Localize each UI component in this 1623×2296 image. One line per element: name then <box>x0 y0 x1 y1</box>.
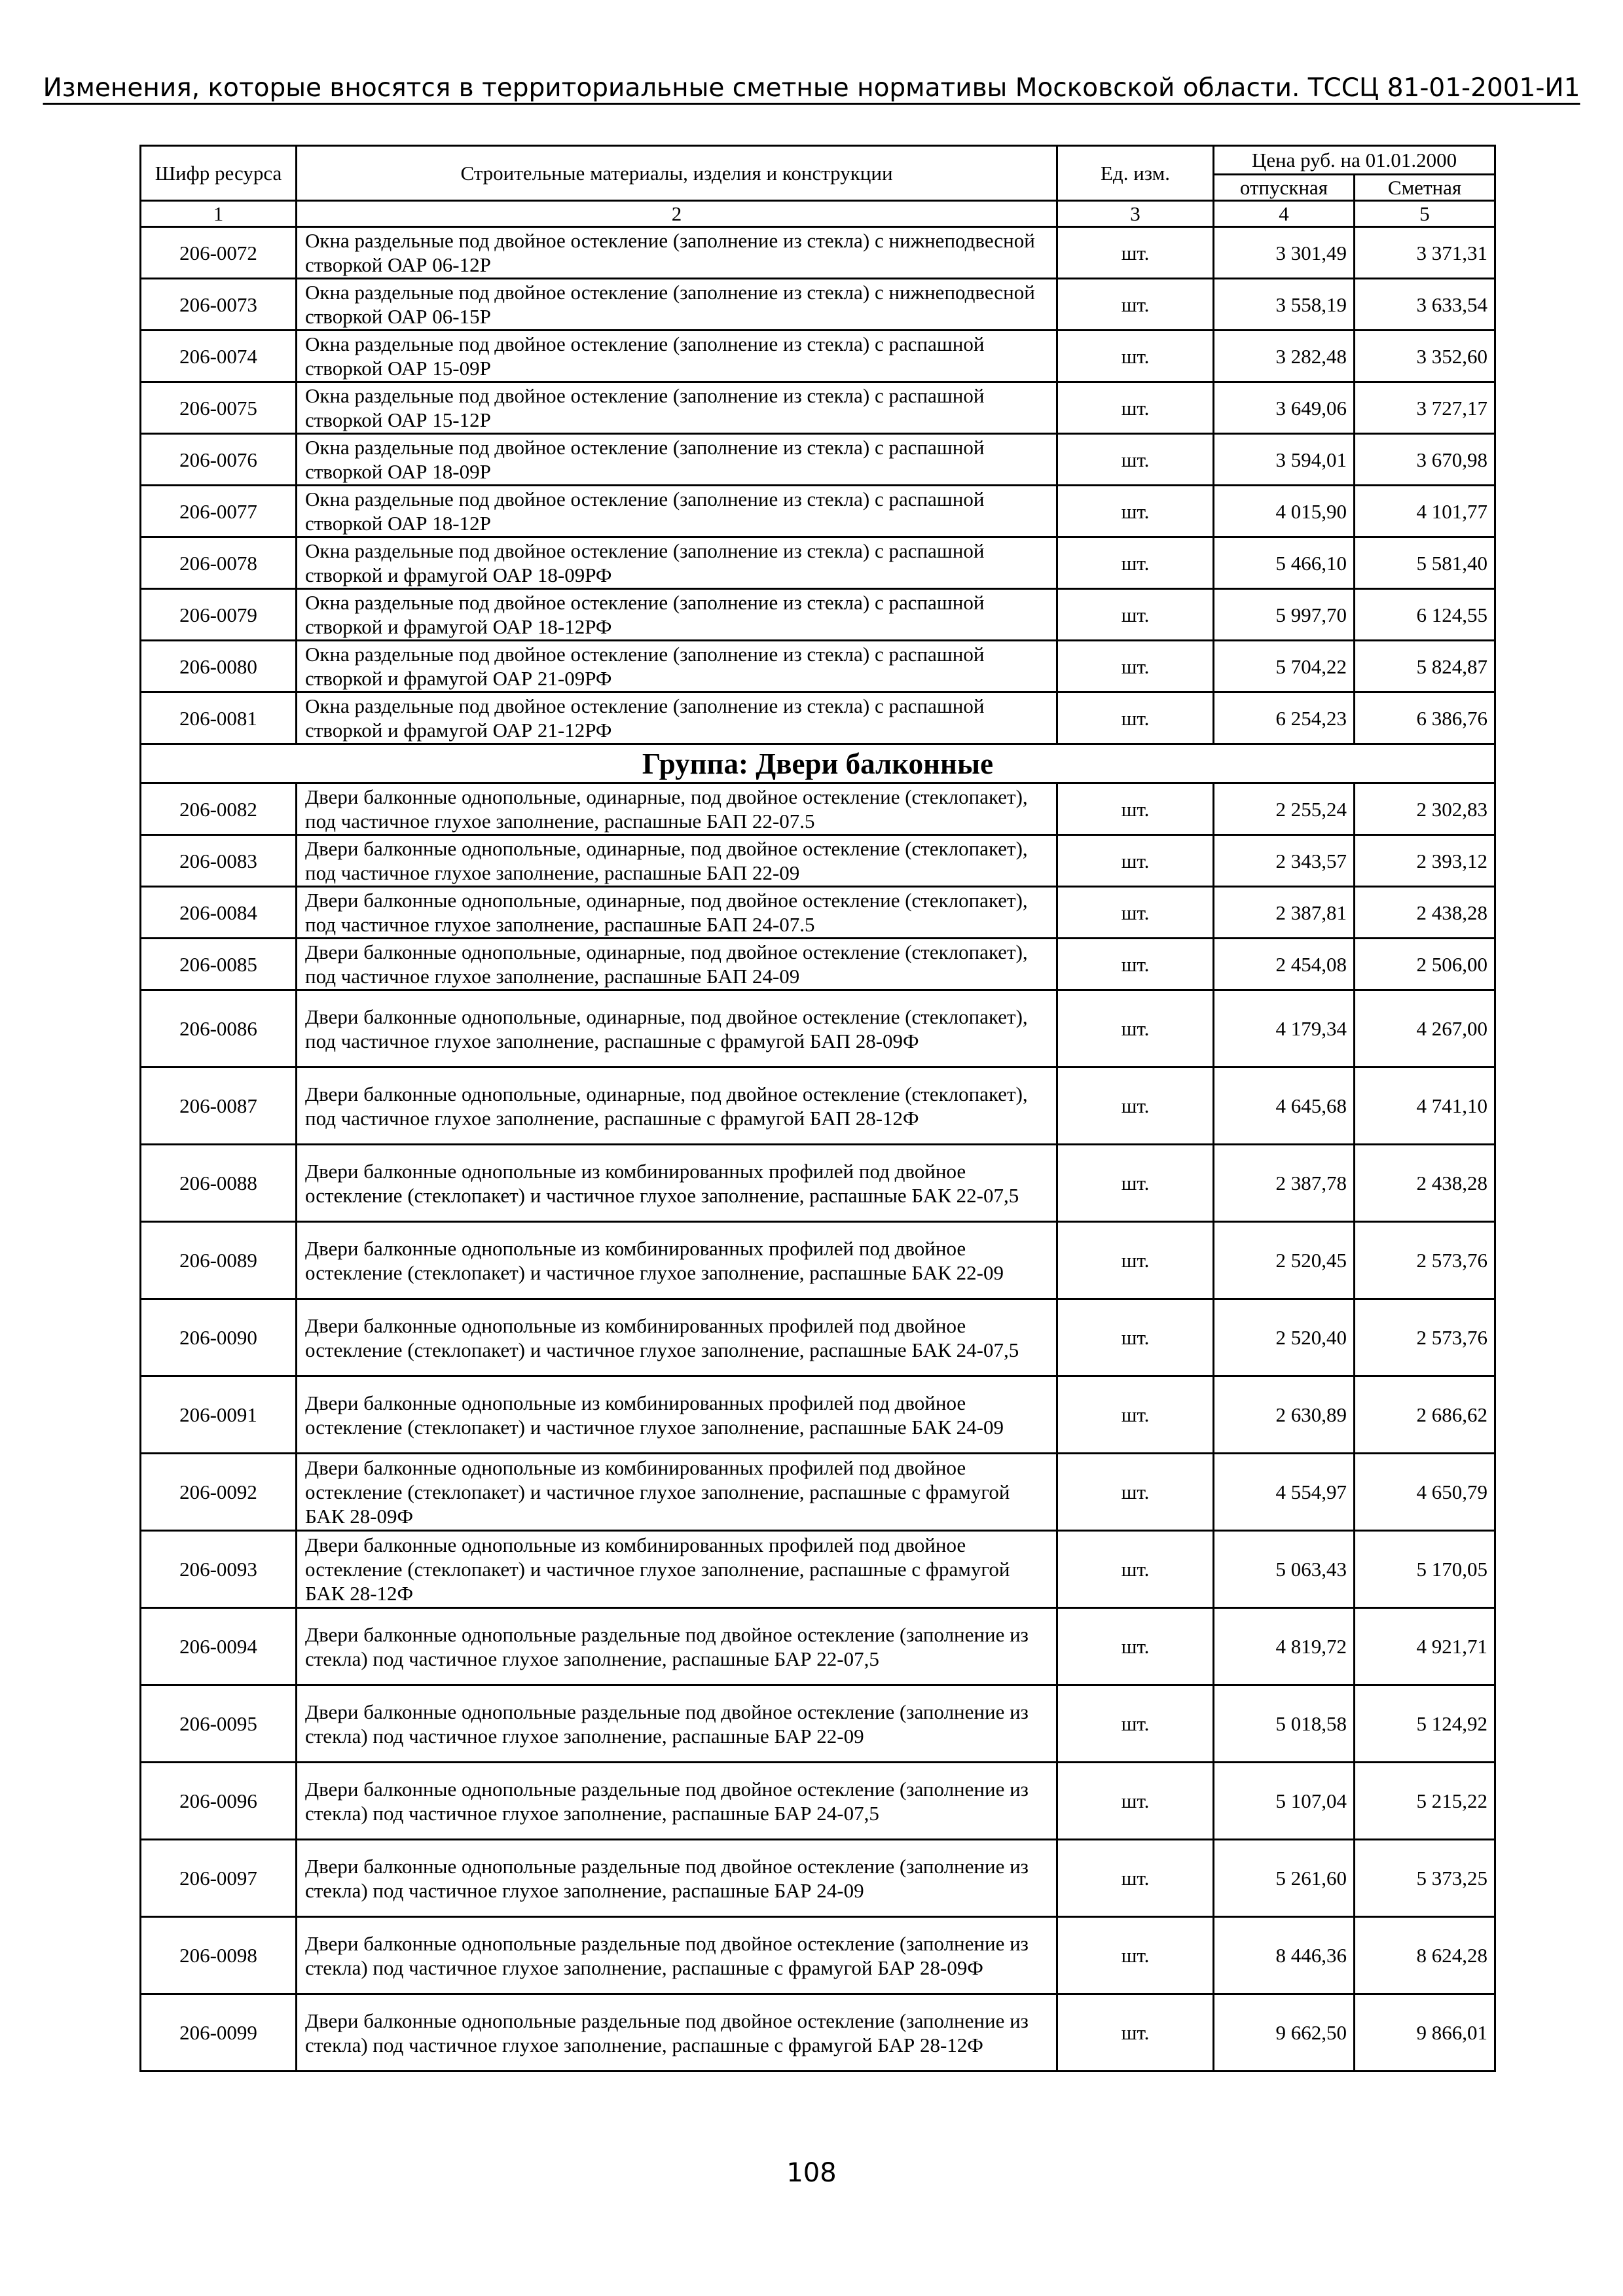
table-row <box>141 279 1495 331</box>
unit: шт. <box>1057 1376 1214 1454</box>
resource-code: 206-0075 <box>141 382 297 434</box>
unit: шт. <box>1057 1454 1214 1531</box>
unit: шт. <box>1057 1222 1214 1299</box>
resource-code: 206-0087 <box>141 1067 297 1145</box>
table-row <box>141 1376 1495 1454</box>
material-name: Окна раздельные под двойное остекление (заполнение из стекла) с распашной створкой ОАР 18-12Р <box>297 486 1057 537</box>
estimate-price: 5 581,40 <box>1355 537 1495 589</box>
table-row <box>141 783 1495 835</box>
table-header-row <box>141 146 1495 175</box>
material-name: Окна раздельные под двойное остекление (заполнение из стекла) с нижнеподвесной створкой ОАР 06-15Р <box>297 279 1057 331</box>
resource-code: 206-0084 <box>141 887 297 939</box>
table-row <box>141 990 1495 1067</box>
estimate-price: 2 573,76 <box>1355 1222 1495 1299</box>
material-name: Двери балконные однопольные раздельные под двойное остекление (заполнение из стекла) под частичное глухое заполнение, распашные с фрамугой БАР 28-12Ф <box>297 1994 1057 2072</box>
unit: шт. <box>1057 1763 1214 1840</box>
unit: шт. <box>1057 537 1214 589</box>
unit: шт. <box>1057 382 1214 434</box>
resource-code: 206-0099 <box>141 1994 297 2072</box>
column-number: 5 <box>1355 201 1495 227</box>
material-name: Окна раздельные под двойное остекление (заполнение из стекла) с распашной створкой ОАР 15-12Р <box>297 382 1057 434</box>
table-row <box>141 1299 1495 1376</box>
unit: шт. <box>1057 279 1214 331</box>
material-name: Двери балконные однопольные раздельные под двойное остекление (заполнение из стекла) под частичное глухое заполнение, распашные БАР 22-07,5 <box>297 1608 1057 1685</box>
group-title-row <box>141 744 1495 783</box>
unit: шт. <box>1057 783 1214 835</box>
table-row <box>141 887 1495 939</box>
table-row <box>141 382 1495 434</box>
estimate-price: 2 506,00 <box>1355 939 1495 990</box>
material-name: Двери балконные однопольные раздельные под двойное остекление (заполнение из стекла) под частичное глухое заполнение, распашные БАР 24-09 <box>297 1840 1057 1917</box>
estimate-price: 3 371,31 <box>1355 227 1495 279</box>
unit: шт. <box>1057 1067 1214 1145</box>
material-name: Двери балконные однопольные, одинарные, под двойное остекление (стеклопакет), под частичное глухое заполнение, распашные БАП 22-09 <box>297 835 1057 887</box>
estimate-price: 4 101,77 <box>1355 486 1495 537</box>
release-price: 3 282,48 <box>1214 331 1355 382</box>
unit: шт. <box>1057 887 1214 939</box>
estimate-price: 2 438,28 <box>1355 887 1495 939</box>
material-name: Двери балконные однопольные из комбинированных профилей под двойное остекление (стеклопакет) и частичное глухое заполнение, распашные БАК 24-07,5 <box>297 1299 1057 1376</box>
resource-code: 206-0091 <box>141 1376 297 1454</box>
release-price: 2 387,78 <box>1214 1145 1355 1222</box>
resource-code: 206-0085 <box>141 939 297 990</box>
header-estimate-price: Сметная <box>1355 175 1495 201</box>
estimate-price: 2 686,62 <box>1355 1376 1495 1454</box>
table-row <box>141 835 1495 887</box>
resource-code: 206-0086 <box>141 990 297 1067</box>
material-name: Окна раздельные под двойное остекление (заполнение из стекла) с распашной створкой ОАР 15-09Р <box>297 331 1057 382</box>
estimate-price: 6 124,55 <box>1355 589 1495 641</box>
header-unit: Ед. изм. <box>1057 146 1214 201</box>
release-price: 3 594,01 <box>1214 434 1355 486</box>
unit: шт. <box>1057 1685 1214 1763</box>
unit: шт. <box>1057 1145 1214 1222</box>
material-name: Двери балконные однопольные из комбинированных профилей под двойное остекление (стеклопакет) и частичное глухое заполнение, распашные с фрамугой БАК 28-12Ф <box>297 1531 1057 1608</box>
resource-code: 206-0094 <box>141 1608 297 1685</box>
header-name: Строительные материалы, изделия и конструкции <box>297 146 1057 201</box>
release-price: 4 819,72 <box>1214 1608 1355 1685</box>
release-price: 3 301,49 <box>1214 227 1355 279</box>
resource-code: 206-0088 <box>141 1145 297 1222</box>
estimate-price: 5 215,22 <box>1355 1763 1495 1840</box>
column-number: 1 <box>141 201 297 227</box>
table-row <box>141 692 1495 744</box>
estimate-price: 3 727,17 <box>1355 382 1495 434</box>
material-name: Окна раздельные под двойное остекление (заполнение из стекла) с распашной створкой и фрамугой ОАР 18-12РФ <box>297 589 1057 641</box>
material-name: Двери балконные однопольные раздельные под двойное остекление (заполнение из стекла) под частичное глухое заполнение, распашные БАР 22-09 <box>297 1685 1057 1763</box>
unit: шт. <box>1057 641 1214 692</box>
price-table <box>139 145 1496 2072</box>
material-name: Двери балконные однопольные, одинарные, под двойное остекление (стеклопакет), под частичное глухое заполнение, распашные БАП 24-09 <box>297 939 1057 990</box>
resource-code: 206-0076 <box>141 434 297 486</box>
estimate-price: 2 438,28 <box>1355 1145 1495 1222</box>
unit: шт. <box>1057 486 1214 537</box>
release-price: 2 387,81 <box>1214 887 1355 939</box>
material-name: Двери балконные однопольные из комбинированных профилей под двойное остекление (стеклопакет) и частичное глухое заполнение, распашные с фрамугой БАК 28-09Ф <box>297 1454 1057 1531</box>
release-price: 3 558,19 <box>1214 279 1355 331</box>
material-name: Двери балконные однопольные, одинарные, под двойное остекление (стеклопакет), под частичное глухое заполнение, распашные БАП 22-07.5 <box>297 783 1057 835</box>
release-price: 5 704,22 <box>1214 641 1355 692</box>
estimate-price: 4 650,79 <box>1355 1454 1495 1531</box>
release-price: 5 261,60 <box>1214 1840 1355 1917</box>
resource-code: 206-0081 <box>141 692 297 744</box>
material-name: Окна раздельные под двойное остекление (заполнение из стекла) с распашной створкой ОАР 18-09Р <box>297 434 1057 486</box>
release-price: 9 662,50 <box>1214 1994 1355 2072</box>
resource-code: 206-0080 <box>141 641 297 692</box>
release-price: 2 630,89 <box>1214 1376 1355 1454</box>
table-row <box>141 1917 1495 1994</box>
material-name: Двери балконные однопольные из комбинированных профилей под двойное остекление (стеклопакет) и частичное глухое заполнение, распашные БАК 24-09 <box>297 1376 1057 1454</box>
estimate-price: 5 124,92 <box>1355 1685 1495 1763</box>
release-price: 4 179,34 <box>1214 990 1355 1067</box>
resource-code: 206-0089 <box>141 1222 297 1299</box>
table-row <box>141 1685 1495 1763</box>
unit: шт. <box>1057 1994 1214 2072</box>
release-price: 2 520,45 <box>1214 1222 1355 1299</box>
table-row <box>141 1145 1495 1222</box>
material-name: Двери балконные однопольные из комбинированных профилей под двойное остекление (стеклопакет) и частичное глухое заполнение, распашные БАК 22-07,5 <box>297 1145 1057 1222</box>
table-row <box>141 589 1495 641</box>
unit: шт. <box>1057 939 1214 990</box>
estimate-price: 4 921,71 <box>1355 1608 1495 1685</box>
release-price: 4 015,90 <box>1214 486 1355 537</box>
estimate-price: 8 624,28 <box>1355 1917 1495 1994</box>
column-number: 2 <box>297 201 1057 227</box>
resource-code: 206-0077 <box>141 486 297 537</box>
release-price: 4 645,68 <box>1214 1067 1355 1145</box>
resource-code: 206-0090 <box>141 1299 297 1376</box>
estimate-price: 2 302,83 <box>1355 783 1495 835</box>
estimate-price: 6 386,76 <box>1355 692 1495 744</box>
table-row <box>141 1763 1495 1840</box>
estimate-price: 3 670,98 <box>1355 434 1495 486</box>
material-name: Двери балконные однопольные, одинарные, под двойное остекление (стеклопакет), под частичное глухое заполнение, распашные БАП 24-07.5 <box>297 887 1057 939</box>
unit: шт. <box>1057 1917 1214 1994</box>
unit: шт. <box>1057 1531 1214 1608</box>
table-row <box>141 1531 1495 1608</box>
resource-code: 206-0083 <box>141 835 297 887</box>
estimate-price: 2 573,76 <box>1355 1299 1495 1376</box>
resource-code: 206-0095 <box>141 1685 297 1763</box>
release-price: 2 520,40 <box>1214 1299 1355 1376</box>
table-row <box>141 1067 1495 1145</box>
release-price: 5 063,43 <box>1214 1531 1355 1608</box>
page-header: Изменения, которые вносятся в территориальные сметные нормативы Московской области. ТССЦ 81-01-2001-И1 <box>43 73 1580 103</box>
unit: шт. <box>1057 990 1214 1067</box>
material-name: Окна раздельные под двойное остекление (заполнение из стекла) с распашной створкой и фрамугой ОАР 18-09РФ <box>297 537 1057 589</box>
resource-code: 206-0074 <box>141 331 297 382</box>
price-table-body <box>141 146 1495 2072</box>
material-name: Двери балконные однопольные из комбинированных профилей под двойное остекление (стеклопакет) и частичное глухое заполнение, распашные БАК 22-09 <box>297 1222 1057 1299</box>
table-row <box>141 537 1495 589</box>
header-code: Шифр ресурса <box>141 146 297 201</box>
material-name: Двери балконные однопольные раздельные под двойное остекление (заполнение из стекла) под частичное глухое заполнение, распашные БАР 24-07,5 <box>297 1763 1057 1840</box>
table-row <box>141 939 1495 990</box>
estimate-price: 5 824,87 <box>1355 641 1495 692</box>
resource-code: 206-0097 <box>141 1840 297 1917</box>
material-name: Окна раздельные под двойное остекление (заполнение из стекла) с нижнеподвесной створкой ОАР 06-12Р <box>297 227 1057 279</box>
unit: шт. <box>1057 227 1214 279</box>
resource-code: 206-0093 <box>141 1531 297 1608</box>
material-name: Двери балконные однопольные, одинарные, под двойное остекление (стеклопакет), под частичное глухое заполнение, распашные с фрамугой БАП 28-12Ф <box>297 1067 1057 1145</box>
estimate-price: 3 633,54 <box>1355 279 1495 331</box>
release-price: 2 255,24 <box>1214 783 1355 835</box>
unit: шт. <box>1057 835 1214 887</box>
table-row <box>141 1222 1495 1299</box>
release-price: 5 107,04 <box>1214 1763 1355 1840</box>
release-price: 5 018,58 <box>1214 1685 1355 1763</box>
release-price: 2 454,08 <box>1214 939 1355 990</box>
material-name: Двери балконные однопольные раздельные под двойное остекление (заполнение из стекла) под частичное глухое заполнение, распашные с фрамугой БАР 28-09Ф <box>297 1917 1057 1994</box>
release-price: 6 254,23 <box>1214 692 1355 744</box>
header-price: Цена руб. на 01.01.2000 <box>1214 146 1495 175</box>
column-number: 3 <box>1057 201 1214 227</box>
estimate-price: 4 741,10 <box>1355 1067 1495 1145</box>
release-price: 4 554,97 <box>1214 1454 1355 1531</box>
release-price: 3 649,06 <box>1214 382 1355 434</box>
table-row <box>141 1994 1495 2072</box>
resource-code: 206-0072 <box>141 227 297 279</box>
table-row <box>141 227 1495 279</box>
release-price: 2 343,57 <box>1214 835 1355 887</box>
release-price: 8 446,36 <box>1214 1917 1355 1994</box>
estimate-price: 2 393,12 <box>1355 835 1495 887</box>
material-name: Окна раздельные под двойное остекление (заполнение из стекла) с распашной створкой и фрамугой ОАР 21-12РФ <box>297 692 1057 744</box>
unit: шт. <box>1057 1608 1214 1685</box>
table-row <box>141 1840 1495 1917</box>
resource-code: 206-0073 <box>141 279 297 331</box>
unit: шт. <box>1057 1840 1214 1917</box>
group-title: Группа: Двери балконные <box>141 744 1495 783</box>
unit: шт. <box>1057 331 1214 382</box>
resource-code: 206-0078 <box>141 537 297 589</box>
table-row <box>141 434 1495 486</box>
material-name: Двери балконные однопольные, одинарные, под двойное остекление (стеклопакет), под частичное глухое заполнение, распашные с фрамугой БАП 28-09Ф <box>297 990 1057 1067</box>
estimate-price: 4 267,00 <box>1355 990 1495 1067</box>
material-name: Окна раздельные под двойное остекление (заполнение из стекла) с распашной створкой и фрамугой ОАР 21-09РФ <box>297 641 1057 692</box>
column-number: 4 <box>1214 201 1355 227</box>
table-row <box>141 1454 1495 1531</box>
header-release-price: отпускная <box>1214 175 1355 201</box>
unit: шт. <box>1057 692 1214 744</box>
resource-code: 206-0079 <box>141 589 297 641</box>
column-number-row <box>141 201 1495 227</box>
release-price: 5 466,10 <box>1214 537 1355 589</box>
page-number: 108 <box>786 2158 837 2188</box>
estimate-price: 5 373,25 <box>1355 1840 1495 1917</box>
resource-code: 206-0098 <box>141 1917 297 1994</box>
table-row <box>141 641 1495 692</box>
unit: шт. <box>1057 434 1214 486</box>
unit: шт. <box>1057 1299 1214 1376</box>
resource-code: 206-0096 <box>141 1763 297 1840</box>
unit: шт. <box>1057 589 1214 641</box>
estimate-price: 5 170,05 <box>1355 1531 1495 1608</box>
table-row <box>141 486 1495 537</box>
release-price: 5 997,70 <box>1214 589 1355 641</box>
estimate-price: 9 866,01 <box>1355 1994 1495 2072</box>
estimate-price: 3 352,60 <box>1355 331 1495 382</box>
table-row <box>141 1608 1495 1685</box>
table-row <box>141 331 1495 382</box>
resource-code: 206-0082 <box>141 783 297 835</box>
resource-code: 206-0092 <box>141 1454 297 1531</box>
